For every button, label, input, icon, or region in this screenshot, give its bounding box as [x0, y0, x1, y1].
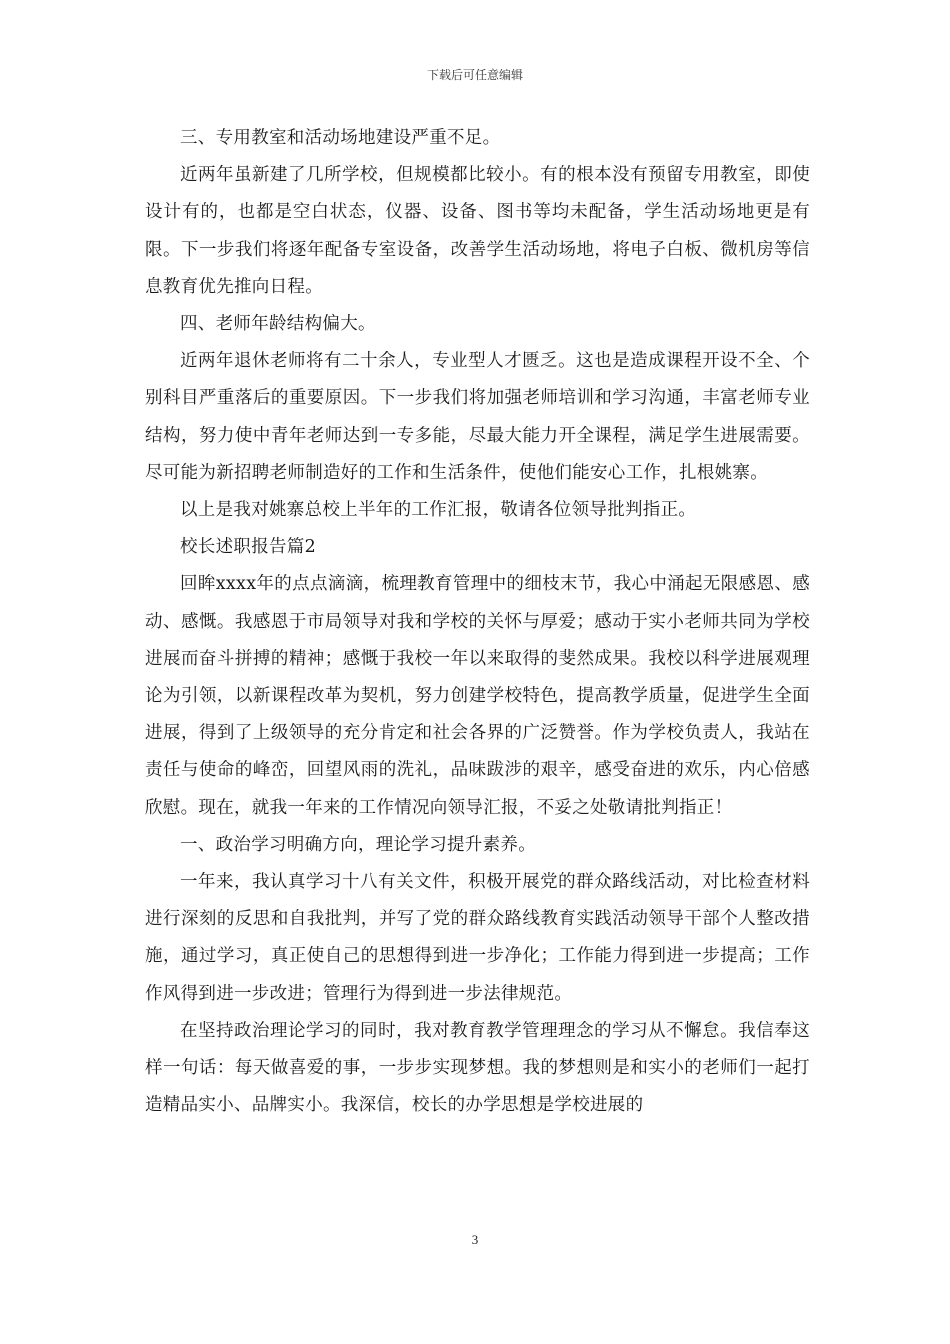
page-header: 下载后可任意编辑	[426, 68, 523, 82]
document-body	[145, 120, 810, 1124]
paragraph: 回眸xxxx年的点点滴滴，梳理教育管理中的细枝末节，我心中涌起无限感恩、感动、感慨。我感恩于市局领导对我和学校的关怀与厚爱；感动于实小老师共同为学校进展而奋斗拼搏的精神；感慨于我校一年以来取得的斐然成果。我校以科学进展观理论为引领，以新课程改革为契机，努力创建学校特色，提高教学质量，促进学生全面进展，得到了上级领导的充分肯定和社会各界的广泛赞誉。作为学校负责人，我站在责任与使命的峰峦，回望风雨的洗礼，品味跋涉的艰辛，感受奋进的欢乐，内心倍感欣慰。现在，就我一年来的工作情况向领导汇报，不妥之处敬请批判指正！	[145, 574, 810, 818]
paragraph: 一年来，我认真学习十八有关文件，积极开展党的群众路线活动，对比检查材料进行深刻的反思和自我批判，并写了党的群众路线教育实践活动领导干部个人整改措施，通过学习，真正使自己的思想得到进一步净化；工作能力得到进一步提高；工作作风得到进一步改进；管理行为得到进一步法律规范。	[145, 872, 810, 1004]
paragraph-heading-1: 一、政治学习明确方向，理论学习提升素养。	[180, 834, 536, 855]
paragraph: 在坚持政治理论学习的同时，我对教育教学管理理念的学习从不懈怠。我信奉这样一句话：每天做喜爱的事，一步步实现梦想。我的梦想则是和实小的老师们一起打造精品实小、品牌实小。我深信，校长的办学思想是学校进展的	[145, 1020, 810, 1116]
paragraph-heading-3: 三、专用教室和活动场地建设严重不足。	[180, 128, 501, 148]
paragraph: 以上是我对姚寨总校上半年的工作汇报，敬请各位领导批判指正。	[180, 500, 697, 521]
paragraph: 近两年退休老师将有二十余人，专业型人才匮乏。这也是造成课程开设不全、个别科目严重落后的重要原因。下一步我们将加强老师培训和学习沟通，丰富老师专业结构，努力使中青年老师达到一专多能，尽最大能力开全课程，满足学生进展需要。尽可能为新招聘老师制造好的工作和生活条件，使他们能安心工作，扎根姚寨。	[145, 351, 810, 483]
section-title: 校长述职报告篇2	[180, 537, 317, 558]
page-number: 3	[471, 1232, 479, 1247]
paragraph: 近两年虽新建了几所学校，但规模都比较小。有的根本没有预留专用教室，即使设计有的，也都是空白状态，仪器、设备、图书等均未配备，学生活动场地更是有限。下一步我们将逐年配备专室设备，改善学生活动场地，将电子白板、微机房等信息教育优先推向日程。	[145, 165, 810, 297]
paragraph-heading-4: 四、老师年龄结构偏大。	[180, 314, 376, 335]
